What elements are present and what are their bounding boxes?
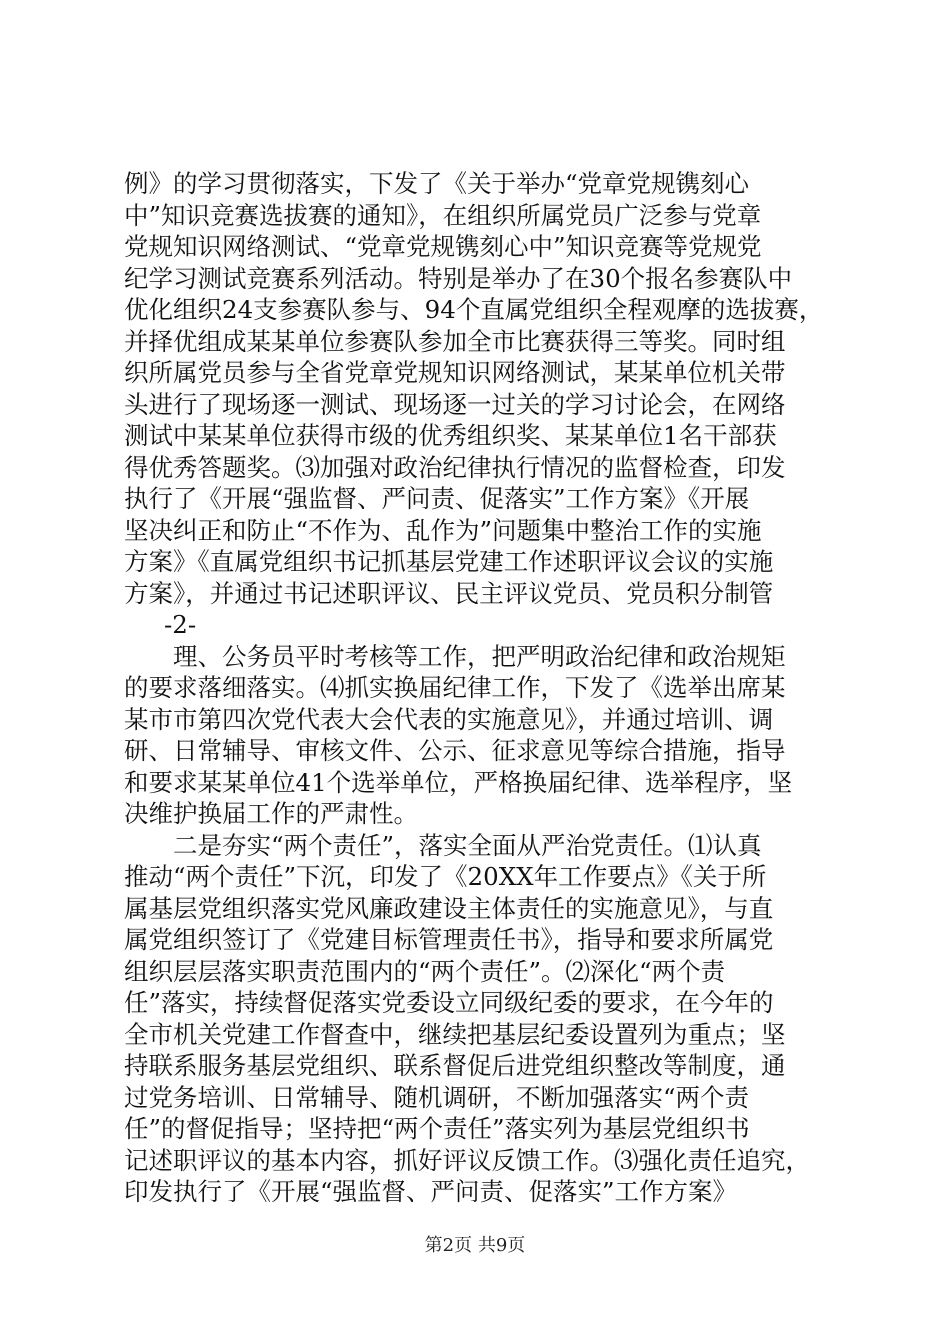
text-line: 中”知识竞赛选拔赛的通知》，在组织所属党员广泛参与党章 xyxy=(124,200,762,230)
text-line: 过党务培训、日常辅导、随机调研，不断加强落实“两个责 xyxy=(124,1082,750,1112)
page-number-marker: -2- xyxy=(164,610,197,639)
text-line: 推动“两个责任”下沉，印发了《20XX年工作要点》《关于所 xyxy=(124,862,767,891)
text-line: 得优秀答题奖。⑶加强对政治纪律执行情况的监督检查，印发 xyxy=(124,452,786,482)
text-line: 某市市第四次党代表大会代表的实施意见》，并通过培训、调 xyxy=(124,704,774,734)
text-line: 和要求某某单位41个选举单位，严格换届纪律、选举程序，坚 xyxy=(124,767,793,797)
body-text xyxy=(124,168,844,1208)
text-line: 的要求落细落实。⑷抓实换届纪律工作，下发了《选举出席某 xyxy=(124,673,786,702)
text-line: 全市机关党建工作督查中，继续把基层纪委设置列为重点；坚 xyxy=(124,1019,786,1049)
text-line: 方案》《直属党组织书记抓基层党建工作述职评议会议的实施 xyxy=(124,547,774,576)
text-line: 决维护换届工作的严肃性。 xyxy=(124,799,418,828)
text-line: 执行了《开展“强监督、严问责、促落实”工作方案》《开展 xyxy=(124,484,750,513)
paragraph-start: 二是夯实“两个责任”，落实全面从严治党责任。⑴认真 xyxy=(173,830,762,860)
page-footer: 第2页 共9页 xyxy=(424,1235,526,1256)
text-line: 方案》，并通过书记述职评议、民主评议党员、党员积分制管 xyxy=(124,578,774,608)
text-line: 优化组织24支参赛队参与、94个直属党组织全程观摩的选拔赛， xyxy=(124,295,824,324)
text-line: 头进行了现场逐一测试、现场逐一过关的学习讨论会，在网络 xyxy=(124,389,786,419)
text-line: 属党组织签订了《党建目标管理责任书》，指导和要求所属党 xyxy=(124,925,774,954)
text-line: 持联系服务基层党组织、联系督促后进党组织整改等制度，通 xyxy=(124,1051,786,1080)
text-line: 织所属党员参与全省党章党规知识网络测试，某某单位机关带 xyxy=(124,358,786,387)
text-line: 党规知识网络测试、“党章党规镌刻心中”知识竞赛等党规党 xyxy=(124,232,762,261)
text-line: 纪学习测试竞赛系列活动。特别是举办了在30个报名参赛队中 xyxy=(124,263,793,293)
text-line: 并择优组成某某单位参赛队参加全市比赛获得三等奖。同时组 xyxy=(124,326,786,356)
text-line: 测试中某某单位获得市级的优秀组织奖、某某单位1名干部获 xyxy=(124,421,777,450)
text-line: 属基层党组织落实党风廉政建设主体责任的实施意见》，与直 xyxy=(124,893,774,923)
text-line: 组织层层落实职责范围内的“两个责任”。⑵深化“两个责 xyxy=(124,956,726,986)
text-line: 坚决纠正和防止“不作为、乱作为”问题集中整治工作的实施 xyxy=(124,515,762,545)
text-line: 记述职评议的基本内容，抓好评议反馈工作。⑶强化责任追究， xyxy=(124,1145,810,1175)
text-line: 任”落实，持续督促落实党委设立同级纪委的要求，在今年的 xyxy=(124,988,774,1017)
text-line: 例》的学习贯彻落实，下发了《关于举办“党章党规镌刻心 xyxy=(124,169,750,198)
text-line: 研、日常辅导、审核文件、公示、征求意见等综合措施，指导 xyxy=(124,736,786,765)
text-line: 印发执行了《开展“强监督、严问责、促落实”工作方案》 xyxy=(124,1177,738,1206)
text-line: 任”的督促指导；坚持把“两个责任”落实列为基层党组织书 xyxy=(124,1114,750,1143)
text-line: 理、公务员平时考核等工作，把严明政治纪律和政治规矩 xyxy=(173,641,786,671)
